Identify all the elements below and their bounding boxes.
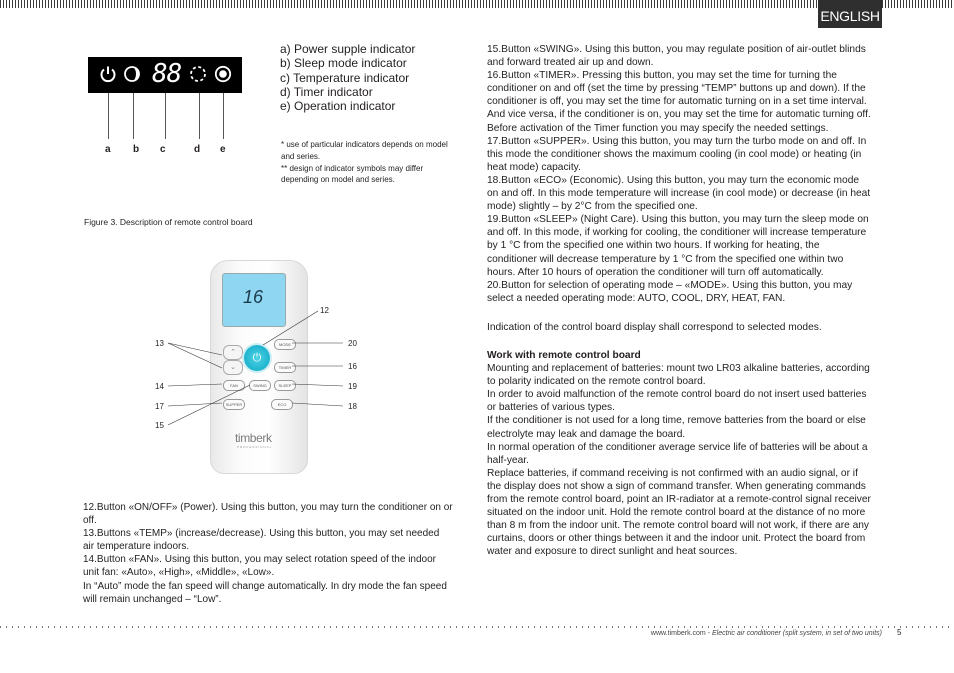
label-a: a [105, 144, 111, 155]
leader-a [108, 93, 109, 139]
paragraph: 15.Button «SWING». Using this button, you may regulate position of air-outlet blinds and forward treated air up and down. [487, 44, 866, 69]
paragraph: 19.Button «SLEEP» (Night Care). Using this button, you may turn the sleep mode on and off. In this mode, if working for cooling, the conditioner will increase temperature by 1 °C from the specified one within two hours. If working for heating, the conditioner will decrease temperature by 1 °C from the specified one within two hours. After 10 hours of operation the conditioner will turn off automatically. [487, 214, 869, 278]
swing-button: SWING [249, 380, 271, 391]
label-c: c [160, 144, 166, 155]
legend-item: b) Sleep mode indicator [280, 56, 407, 71]
paragraph: Replace batteries, if command receiving is not confirmed with an audio signal, or if the display does not show a sign of command transfer. When generating commands from the remote control board, point an IR-radiator at a remote-control signal receiver situated on the indoor unit. Hold the remote control board at the distance of no more than 8 m from the indoor unit. The remote control board will not work, if there are any curtains, doors or other things between it and the indoor unit. Protect the board from water and exposure to direct sunlight and heat sources. [487, 467, 871, 558]
callout-18: 18 [348, 402, 357, 411]
timer-icon [189, 65, 209, 88]
paragraph: 20.Button for selection of operating mode – «MODE». Using this button, you may select a needed operating mode: AUTO, COOL, DRY, HEAT, FAN. [487, 279, 853, 304]
note-1: * use of particular indicators depends on model and series. [281, 140, 448, 161]
indicator-notes [281, 139, 451, 186]
mode-button: MODE [274, 339, 296, 350]
remote-screen-digits: 16 [243, 287, 264, 307]
legend-item: e) Operation indicator [280, 99, 396, 114]
right-column-text [487, 43, 872, 558]
paragraph: 12.Button «ON/OFF» (Power). Using this button, you may turn the conditioner on or off. [83, 502, 453, 527]
fan-button: FAN [223, 380, 245, 391]
legend-item: d) Timer indicator [280, 84, 373, 99]
callout-12: 12 [320, 306, 329, 315]
callout-16: 16 [348, 362, 357, 371]
figure-caption: Figure 3. Description of remote control board [84, 217, 253, 227]
paragraph: 18.Button «ECO» (Economic). Using this button, you may turn the economic mode on and off. In this mode temperature will increase (in cool mode) or decrease (in heat mode) slightly – by 2°C from the specified one. [487, 174, 871, 213]
header-stripes-right [882, 0, 954, 8]
leader-c [165, 93, 166, 139]
paragraph: If the conditioner is not used for a long time, remove batteries from the board or else electrolyte may leak and damage the board. [487, 415, 866, 440]
paragraph: 13.Buttons «TEMP» (increase/decrease). Using this button, you may set needed air temperature indoors. [83, 528, 440, 553]
label-d: d [194, 144, 201, 155]
paragraph: 14.Button «FAN». Using this button, you may select rotation speed of the indoor unit fan: «Auto», «High», «Middle», «Low». [83, 554, 436, 579]
leader-d [199, 93, 200, 139]
callout-17: 17 [155, 402, 164, 411]
footer: www.timberk.com - Electric air conditioner (split system, in set of two units) [650, 630, 882, 637]
leader-e [223, 93, 224, 139]
callout-20: 20 [348, 339, 357, 348]
label-e: e [220, 144, 226, 155]
brand-subtitle: PROFESSIONAL [237, 445, 273, 449]
legend-item: c) Temperature indicator [280, 70, 410, 85]
paragraph: In order to avoid malfunction of the remote control board do not insert used batteries or batteries of various types. [487, 389, 867, 414]
eco-button: ECO [271, 399, 293, 410]
paragraph: Mounting and replacement of batteries: mount two LR03 alkaline batteries, according to polarity indicated on the remote control board. [487, 363, 870, 388]
footer-site: www.timberk.com [650, 630, 706, 637]
brand-logo: timberk [235, 431, 272, 445]
indicator-legend [280, 42, 415, 113]
temperature-digits: 88 [152, 59, 182, 89]
power-button: ⏻ [244, 345, 270, 371]
paragraph: In normal operation of the conditioner average service life of batteries will be about a half-year. [487, 441, 868, 466]
timer-button: TIMER [274, 362, 296, 373]
left-column-text [83, 501, 453, 606]
callout-14: 14 [155, 382, 164, 391]
indication-text: Indication of the control board display shall correspond to selected modes. [487, 321, 822, 333]
label-b: b [133, 144, 140, 155]
language-tab: ENGLISH [818, 0, 882, 28]
temp-up-button: ⌃ [223, 345, 243, 360]
callout-19: 19 [348, 382, 357, 391]
legend-item: a) Power supple indicator [280, 42, 416, 56]
temp-down-button: ⌄ [223, 360, 243, 375]
indicator-panel [88, 57, 242, 93]
note-2: ** design of indicator symbols may differ depending on model and series. [281, 163, 424, 185]
sleep-button: SLEEP [274, 380, 296, 391]
footer-product: Electric air conditioner (split system, in set of two units) [711, 630, 882, 637]
sleep-icon [123, 65, 141, 88]
callout-15: 15 [155, 421, 164, 430]
callout-13: 13 [155, 339, 164, 348]
header-stripes-left [0, 0, 818, 8]
power-icon [99, 65, 117, 88]
page-number: 5 [897, 628, 902, 637]
paragraph: 16.Button «TIMER». Pressing this button, you may set the time for turning the conditioner on and off (set the time by pressing “TEMP” buttons up and down). If the conditioner is off, you may set the time for automatic turning on in a set time interval. And vice versa, if the conditioner is on, you may set the time for automatic turning off. Before activation of the Timer function you may specify the needed settings. [487, 70, 871, 134]
leader-b [133, 93, 134, 139]
remote-control-image [210, 260, 308, 474]
paragraph: In “Auto” mode the fan speed will change automatically. In dry mode the fan speed will remain unchanged – “Low”. [83, 580, 447, 605]
footer-dotted-rule [0, 626, 954, 628]
section-heading: Work with remote control board [487, 349, 641, 361]
remote-screen [222, 273, 286, 327]
supper-button: SUPPER [223, 399, 245, 410]
paragraph: 17.Button «SUPPER». Using this button, you may turn the turbo mode on and off. In this mode the conditioner shows the maximum cooling (in cool mode) or heating (in heat mode) capacity. [487, 135, 867, 173]
operation-icon [214, 65, 232, 88]
